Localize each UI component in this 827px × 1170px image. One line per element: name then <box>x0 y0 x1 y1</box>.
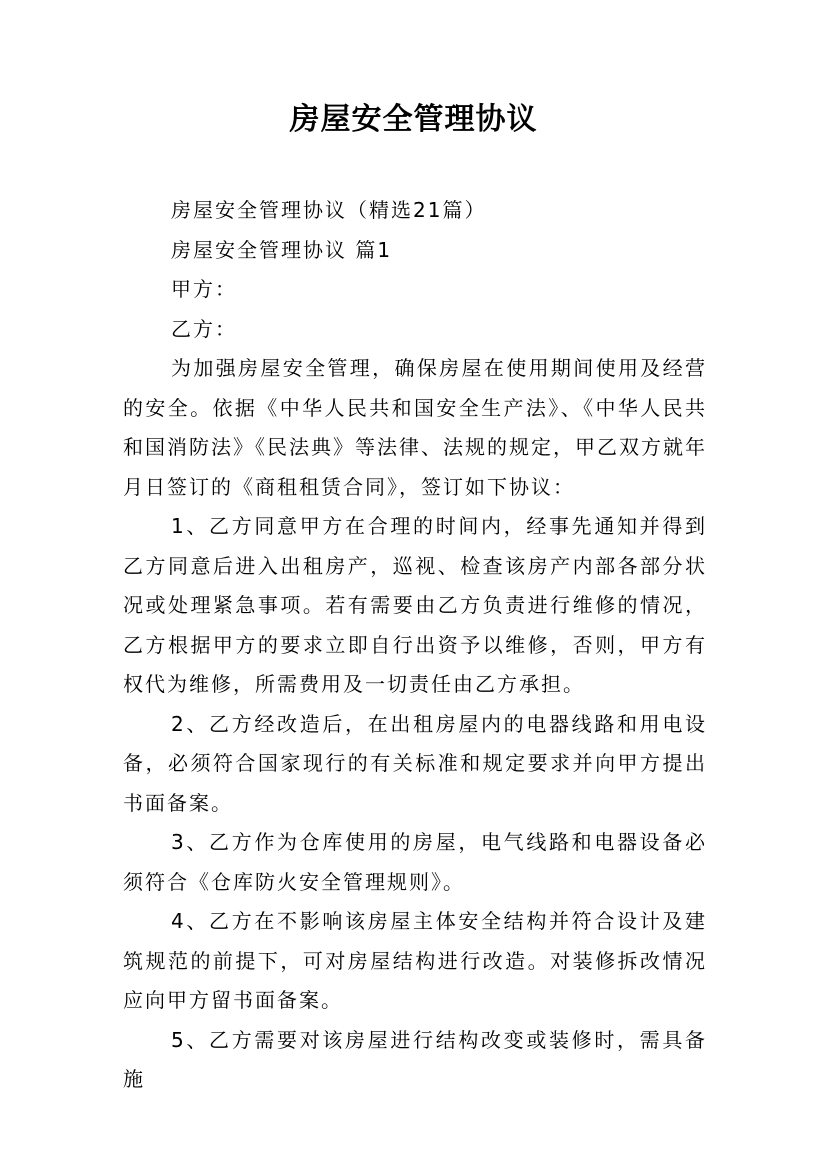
paragraph-subtitle: 房屋安全管理协议（精选21篇） <box>171 198 487 222</box>
paragraph-clause-2: 2、乙方经改造后，在出租房屋内的电器线路和用电设备，必须符合国家现行的有关标准和规定要求并向甲方提出书面备案。 <box>123 711 707 815</box>
paragraph-section-heading: 房屋安全管理协议 篇1 <box>171 237 393 262</box>
paragraph-party-a: 甲方： <box>171 277 237 301</box>
paragraph-clause-4: 4、乙方在不影响该房屋主体安全结构并符合设计及建筑规范的前提下，可对房屋结构进行改造。对装修拆改情况应向甲方留书面备案。 <box>123 909 707 1012</box>
document-body <box>123 191 707 1100</box>
paragraph-party-b: 乙方： <box>171 316 237 341</box>
paragraph-clause-3: 3、乙方作为仓库使用的房屋，电气线路和电器设备必须符合《仓库防火安全管理规则》。 <box>123 830 707 894</box>
paragraph-clause-1: 1、乙方同意甲方在合理的时间内，经事先通知并得到乙方同意后进入出租房产，巡视、检查该房产内部各部分状况或处理紧急事项。若有需要由乙方负责进行维修的情况，乙方根据甲方的要求立即自行出资予以维修，否则，甲方有权代为维修，所需费用及一切责任由乙方承担。 <box>123 514 707 696</box>
paragraph-preamble: 为加强房屋安全管理，确保房屋在使用期间使用及经营的安全。依据《中华人民共和国安全生产法》、《中华人民共和国消防法》《民法典》等法律、法规的规定，甲乙双方就年月日签订的《商租租赁合同》，签订如下协议： <box>123 356 707 499</box>
paragraph-clause-5: 5、乙方需要对该房屋进行结构改变或装修时，需具备施 <box>123 1027 707 1091</box>
document-title: 房屋安全管理协议 <box>289 102 538 137</box>
